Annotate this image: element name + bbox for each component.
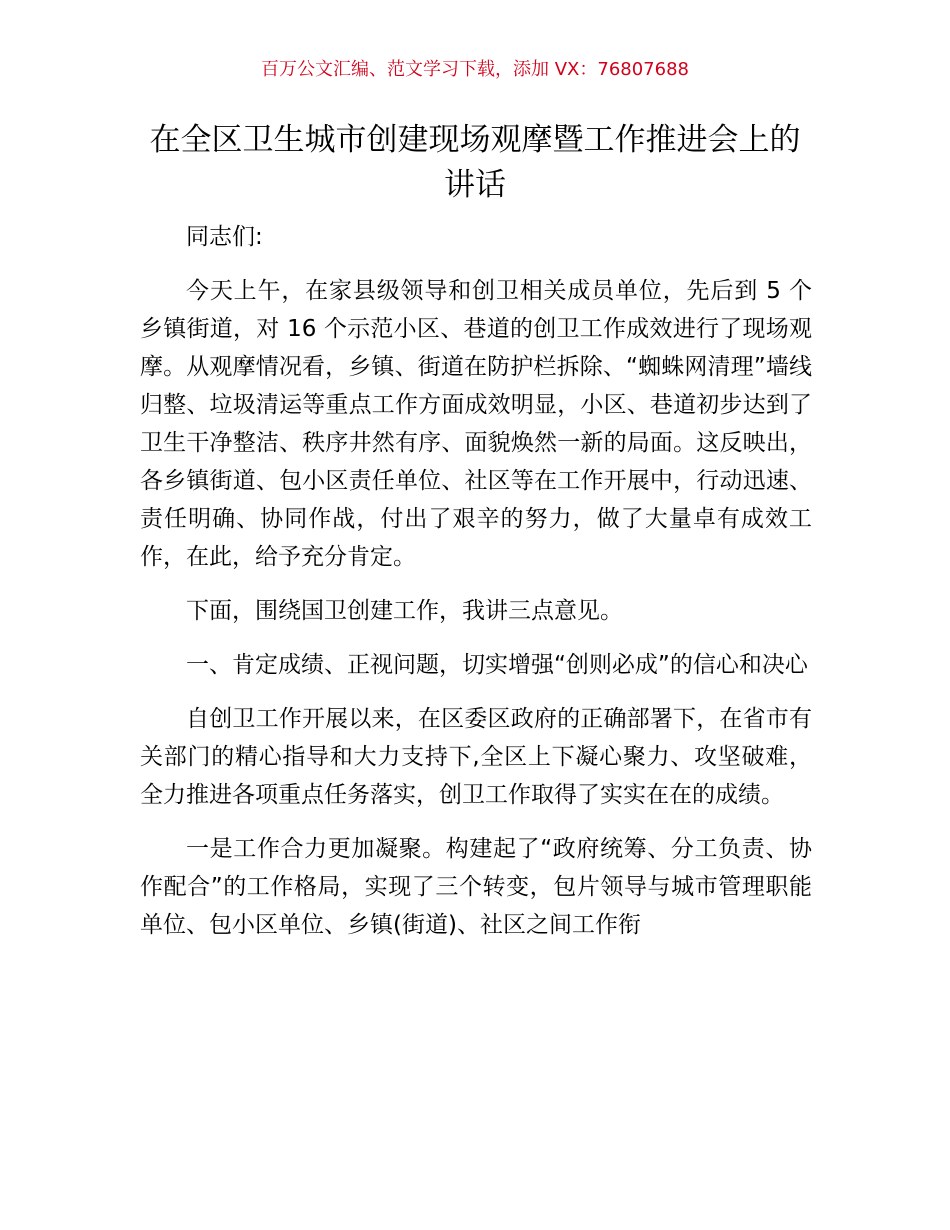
document-title: 在全区卫生城市创建现场观摩暨工作推进会上的讲话 [149, 122, 801, 203]
document-body [140, 218, 812, 960]
section-heading: 一、肯定成绩、正视问题，切实增强“创则必成”的信心和决心 [186, 652, 808, 678]
watermark-header: 百万公文汇编、范文学习下载，添加 VX：76807688 [261, 59, 689, 80]
paragraph: 下面，围绕国卫创建工作，我讲三点意见。 [186, 598, 623, 624]
paragraph: 今天上午，在家县级领导和创卫相关成员单位，先后到 5 个乡镇街道，对 16 个示范小区、巷道的创卫工作成效进行了现场观摩。从观摩情况看，乡镇、街道在防护栏拆除、“蜘蛛网清理”墙线归整、垃圾清运等重点工作方面成效明显，小区、巷道初步达到了卫生干净整洁、秩序井然有序、面貌焕然一新的局面。这反映出，各乡镇街道、包小区责任单位、社区等在工作开展中，行动迅速、责任明确、协同作战，付出了艰辛的努力，做了大量卓有成效工作，在此，给予充分肯定。 [140, 278, 812, 570]
salutation: 同志们: [186, 224, 263, 250]
paragraph: 一是工作合力更加凝聚。构建起了“政府统筹、分工负责、协作配合”的工作格局，实现了三个转变，包片领导与城市管理职能单位、包小区单位、乡镇(街道)、社区之间工作衔 [140, 836, 812, 938]
paragraph: 自创卫工作开展以来，在区委区政府的正确部署下，在省市有关部门的精心指导和大力支持下,全区上下凝心聚力、攻坚破难，全力推进各项重点任务落实，创卫工作取得了实实在在的成绩。 [140, 706, 812, 808]
